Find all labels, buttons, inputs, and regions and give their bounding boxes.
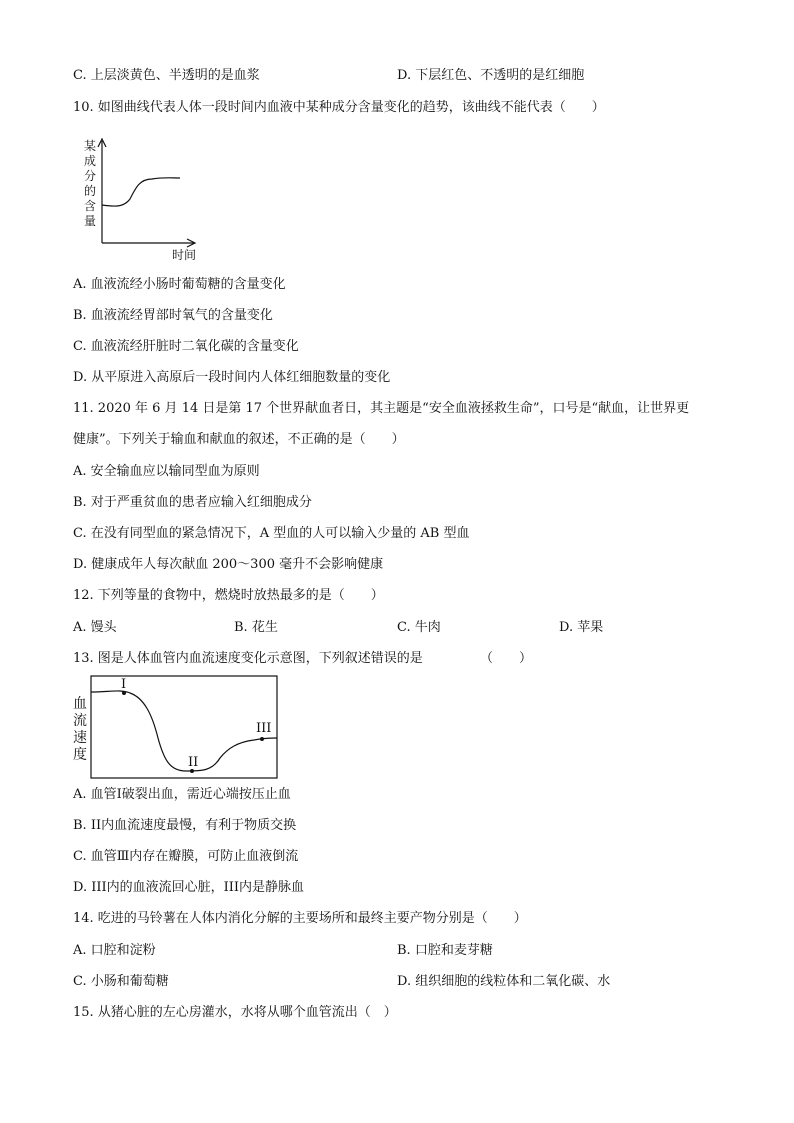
q10-y-axis-label	[84, 139, 96, 228]
q13-ylabel-char: 度	[73, 747, 87, 763]
q10-ylabel-char: 量	[84, 214, 97, 228]
q13-option-a: A. 血管Ⅰ破裂出血，需近心端按压止血	[73, 787, 291, 802]
q10-option-c: C. 血液流经肝脏时二氧化碳的含量变化	[73, 339, 299, 354]
q11-option-a: A. 安全输血应以输同型血为原则	[73, 464, 260, 479]
q10-ylabel-char: 某	[84, 139, 97, 153]
q13-ylabel-char: 速	[73, 730, 87, 746]
q11-option-c: C. 在没有同型血的紧急情况下，A 型血的人可以输入少量的 AB 型血	[73, 526, 470, 541]
q10-ylabel-char: 成	[84, 154, 97, 168]
q13-blood-flow-chart	[70, 674, 282, 782]
q12-option-d: D. 苹果	[559, 620, 604, 635]
q11-stem-line1: 11. 2020 年 6 月 14 日是第 17 个世界献血者日，其主题是“安全血液拯救生命”，口号是“献血，让世界更	[73, 401, 690, 416]
q13-label-ii: II	[188, 755, 199, 770]
q10-x-axis-label: 时间	[172, 248, 197, 262]
q14-stem: 14. 吃进的马铃薯在人体内消化分解的主要场所和最终主要产物分别是（ ）	[73, 911, 527, 926]
q15-stem: 15. 从猪心脏的左心房灌水，水将从哪个血管流出（ ）	[73, 1005, 397, 1020]
q13-label-i: I	[121, 677, 127, 692]
q13-point-iii	[260, 737, 264, 741]
q12-option-b: B. 花生	[234, 620, 278, 635]
q10-ylabel-char: 的	[84, 184, 97, 198]
q13-y-axis-label	[73, 696, 87, 763]
q10-ylabel-char: 含	[84, 199, 97, 213]
q13-ylabel-char: 流	[73, 713, 87, 729]
q14-option-d: D. 组织细胞的线粒体和二氧化碳、水	[397, 974, 611, 989]
q10-stem: 10. 如图曲线代表人体一段时间内血液中某种成分含量变化的趋势，该曲线不能代表（ ）	[73, 100, 605, 115]
q11-option-d: D. 健康成年人每次献血 200～300 毫升不会影响健康	[73, 557, 384, 572]
q13-stem: 13. 图是人体血管内血流速度变化示意图，下列叙述错误的是	[73, 651, 423, 666]
q9-option-d: D. 下层红色、不透明的是红细胞	[397, 68, 585, 83]
q10-figure	[80, 135, 200, 265]
q11-option-b: B. 对于严重贫血的患者应输入红细胞成分	[73, 495, 312, 510]
q10-ylabel-char: 分	[84, 169, 97, 183]
q14-option-b: B. 口腔和麦芽糖	[397, 943, 493, 958]
q11-stem-line2: 健康”。下列关于输血和献血的叙述，不正确的是（ ）	[73, 432, 405, 447]
q14-option-c: C. 小肠和葡萄糖	[73, 974, 169, 989]
q13-curve	[91, 691, 277, 771]
q10-option-b: B. 血液流经胃部时氧气的含量变化	[73, 308, 273, 323]
q12-option-a: A. 馒头	[73, 620, 117, 635]
q10-trend-chart	[80, 135, 200, 265]
q10-curve	[102, 178, 180, 206]
q13-option-d: D. III内的血液流回心脏，III内是静脉血	[73, 880, 305, 895]
q13-answer-paren: （ ）	[480, 651, 533, 666]
q12-option-c: C. 牛肉	[397, 620, 441, 635]
q12-stem: 12. 下列等量的食物中，燃烧时放热最多的是（ ）	[73, 588, 384, 603]
q13-option-c: C. 血管Ⅲ内存在瓣膜，可防止血液倒流	[73, 849, 299, 864]
q13-figure	[70, 674, 282, 782]
q13-ylabel-char: 血	[73, 696, 87, 712]
q13-option-b: B. II内血流速度最慢，有利于物质交换	[73, 818, 297, 833]
q9-option-c: C. 上层淡黄色、半透明的是血浆	[73, 68, 260, 83]
q10-option-a: A. 血液流经小肠时葡萄糖的含量变化	[73, 277, 286, 292]
q13-label-iii: III	[256, 721, 272, 736]
q14-option-a: A. 口腔和淀粉	[73, 943, 156, 958]
q10-option-d: D. 从平原进入高原后一段时间内人体红细胞数量的变化	[73, 370, 391, 385]
